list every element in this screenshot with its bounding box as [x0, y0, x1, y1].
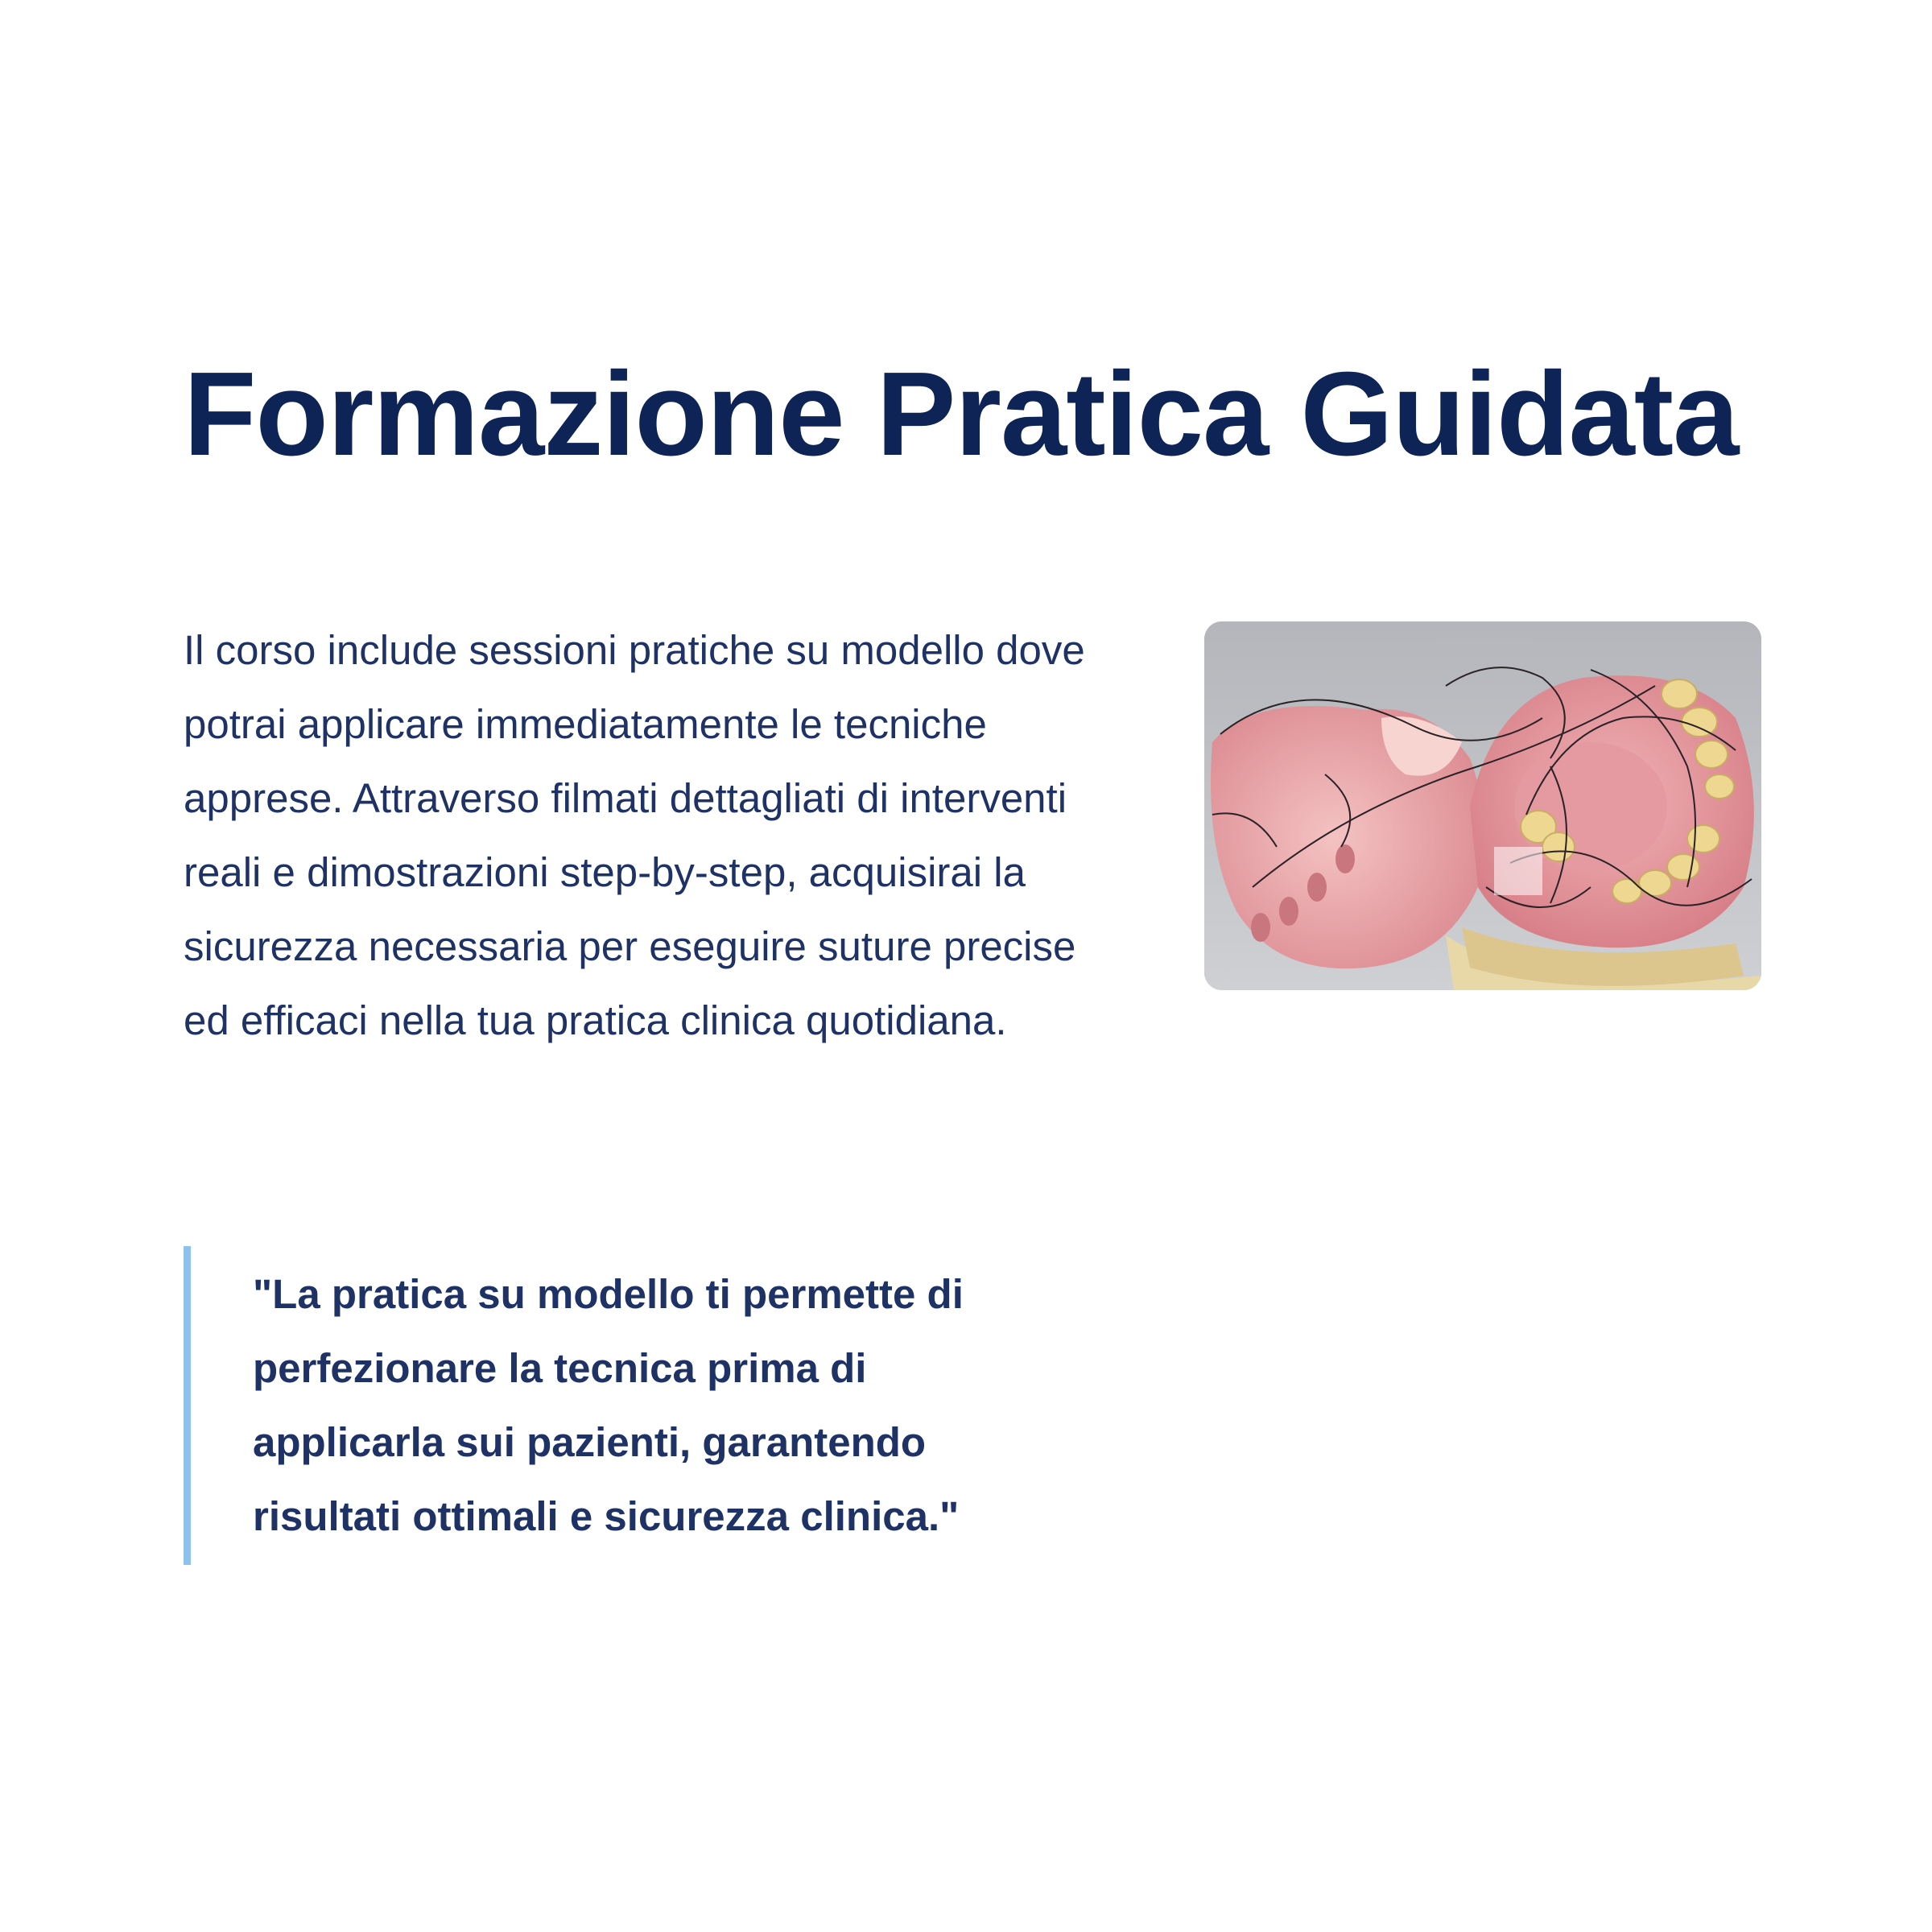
quote-text: "La pratica su modello ti permette di perfezionare la tecnica prima di applicarla sui pazienti, garantendo risultati ottimali e sicurezza clinica." [253, 1271, 964, 1539]
slide-title: Formazione Pratica Guidata [184, 348, 1739, 481]
quote-block [184, 1246, 1069, 1565]
photo-illustration [1204, 621, 1761, 990]
body-paragraph: Il corso include sessioni pratiche su modello dove potrai applicare immediatamente le tecniche apprese. Attraverso filmati dettagliati di interventi reali e dimostrazioni step-by-step, acquisirai la sicurezza necessaria per eseguire suture precise ed efficaci nella tua pratica clinica quotidiana. [184, 627, 1085, 1043]
dental-suture-model-photo [1204, 621, 1761, 990]
